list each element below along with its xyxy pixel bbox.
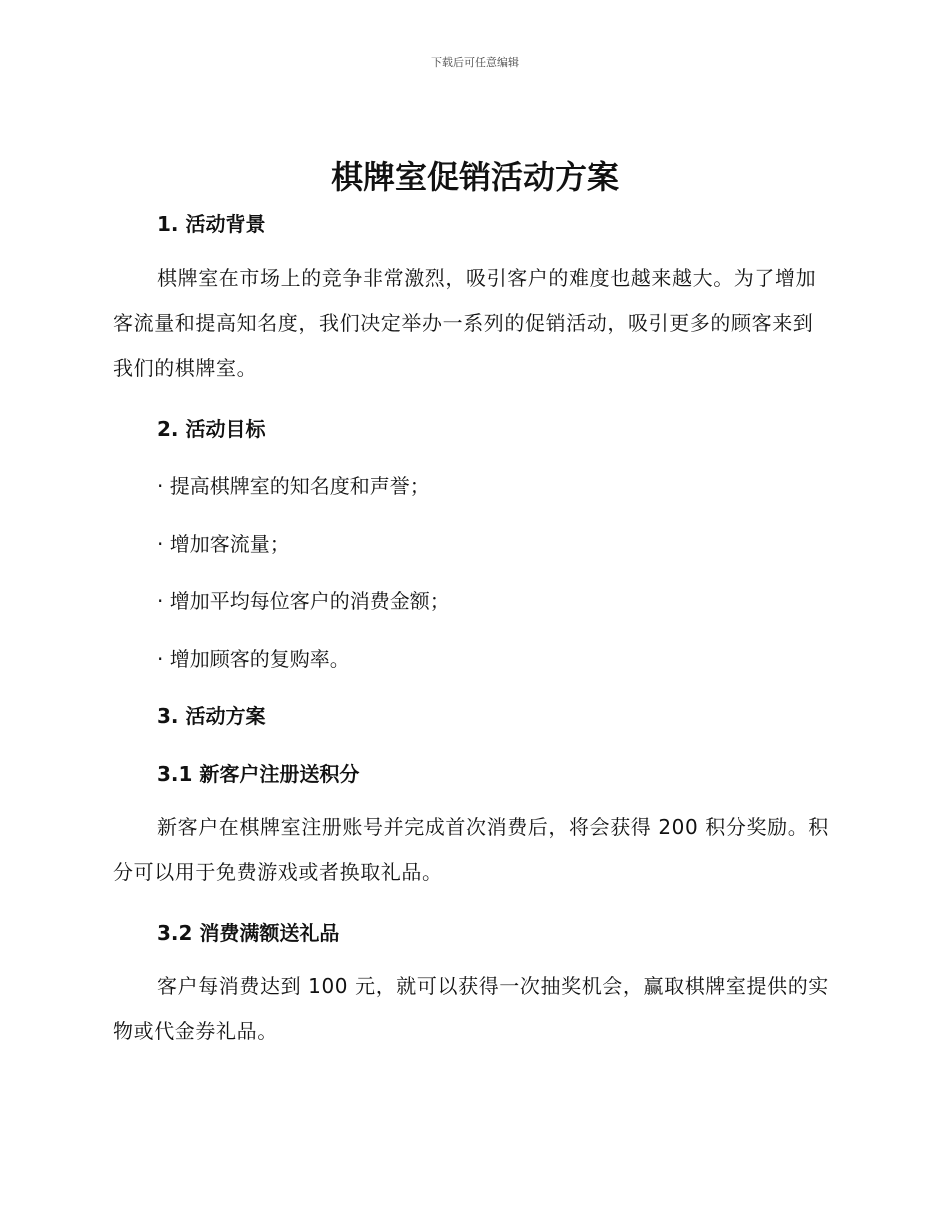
section-3-1-paragraph: 新客户在棋牌室注册账号并完成首次消费后，将会获得 200 积分奖励。积分可以用于免费游戏或者换取礼品。 — [113, 815, 829, 884]
goal-bullet-3: · 增加平均每位客户的消费金额； — [157, 589, 450, 613]
section-3-2-paragraph: 客户每消费达到 100 元，就可以获得一次抽奖机会，赢取棋牌室提供的实物或代金券礼品。 — [113, 974, 829, 1043]
document-title: 棋牌室促销活动方案 — [330, 158, 619, 196]
section-3-2-heading: 3.2 消费满额送礼品 — [157, 921, 340, 945]
section-2-heading: 2. 活动目标 — [157, 417, 266, 441]
goal-bullet-1: · 提高棋牌室的知名度和声誉； — [157, 474, 430, 498]
header-note: 下载后可任意编辑 — [431, 56, 519, 69]
goal-bullet-2: · 增加客流量； — [157, 532, 290, 556]
section-1-heading: 1. 活动背景 — [157, 212, 266, 236]
section-3-1-heading: 3.1 新客户注册送积分 — [157, 762, 360, 786]
section-1-paragraph: 棋牌室在市场上的竞争非常激烈，吸引客户的难度也越来越大。为了增加客流量和提高知名度，我们决定举办一系列的促销活动，吸引更多的顾客来到我们的棋牌室。 — [113, 266, 817, 380]
goal-bullet-4: · 增加顾客的复购率。 — [157, 647, 350, 671]
section-3-heading: 3. 活动方案 — [157, 704, 266, 728]
